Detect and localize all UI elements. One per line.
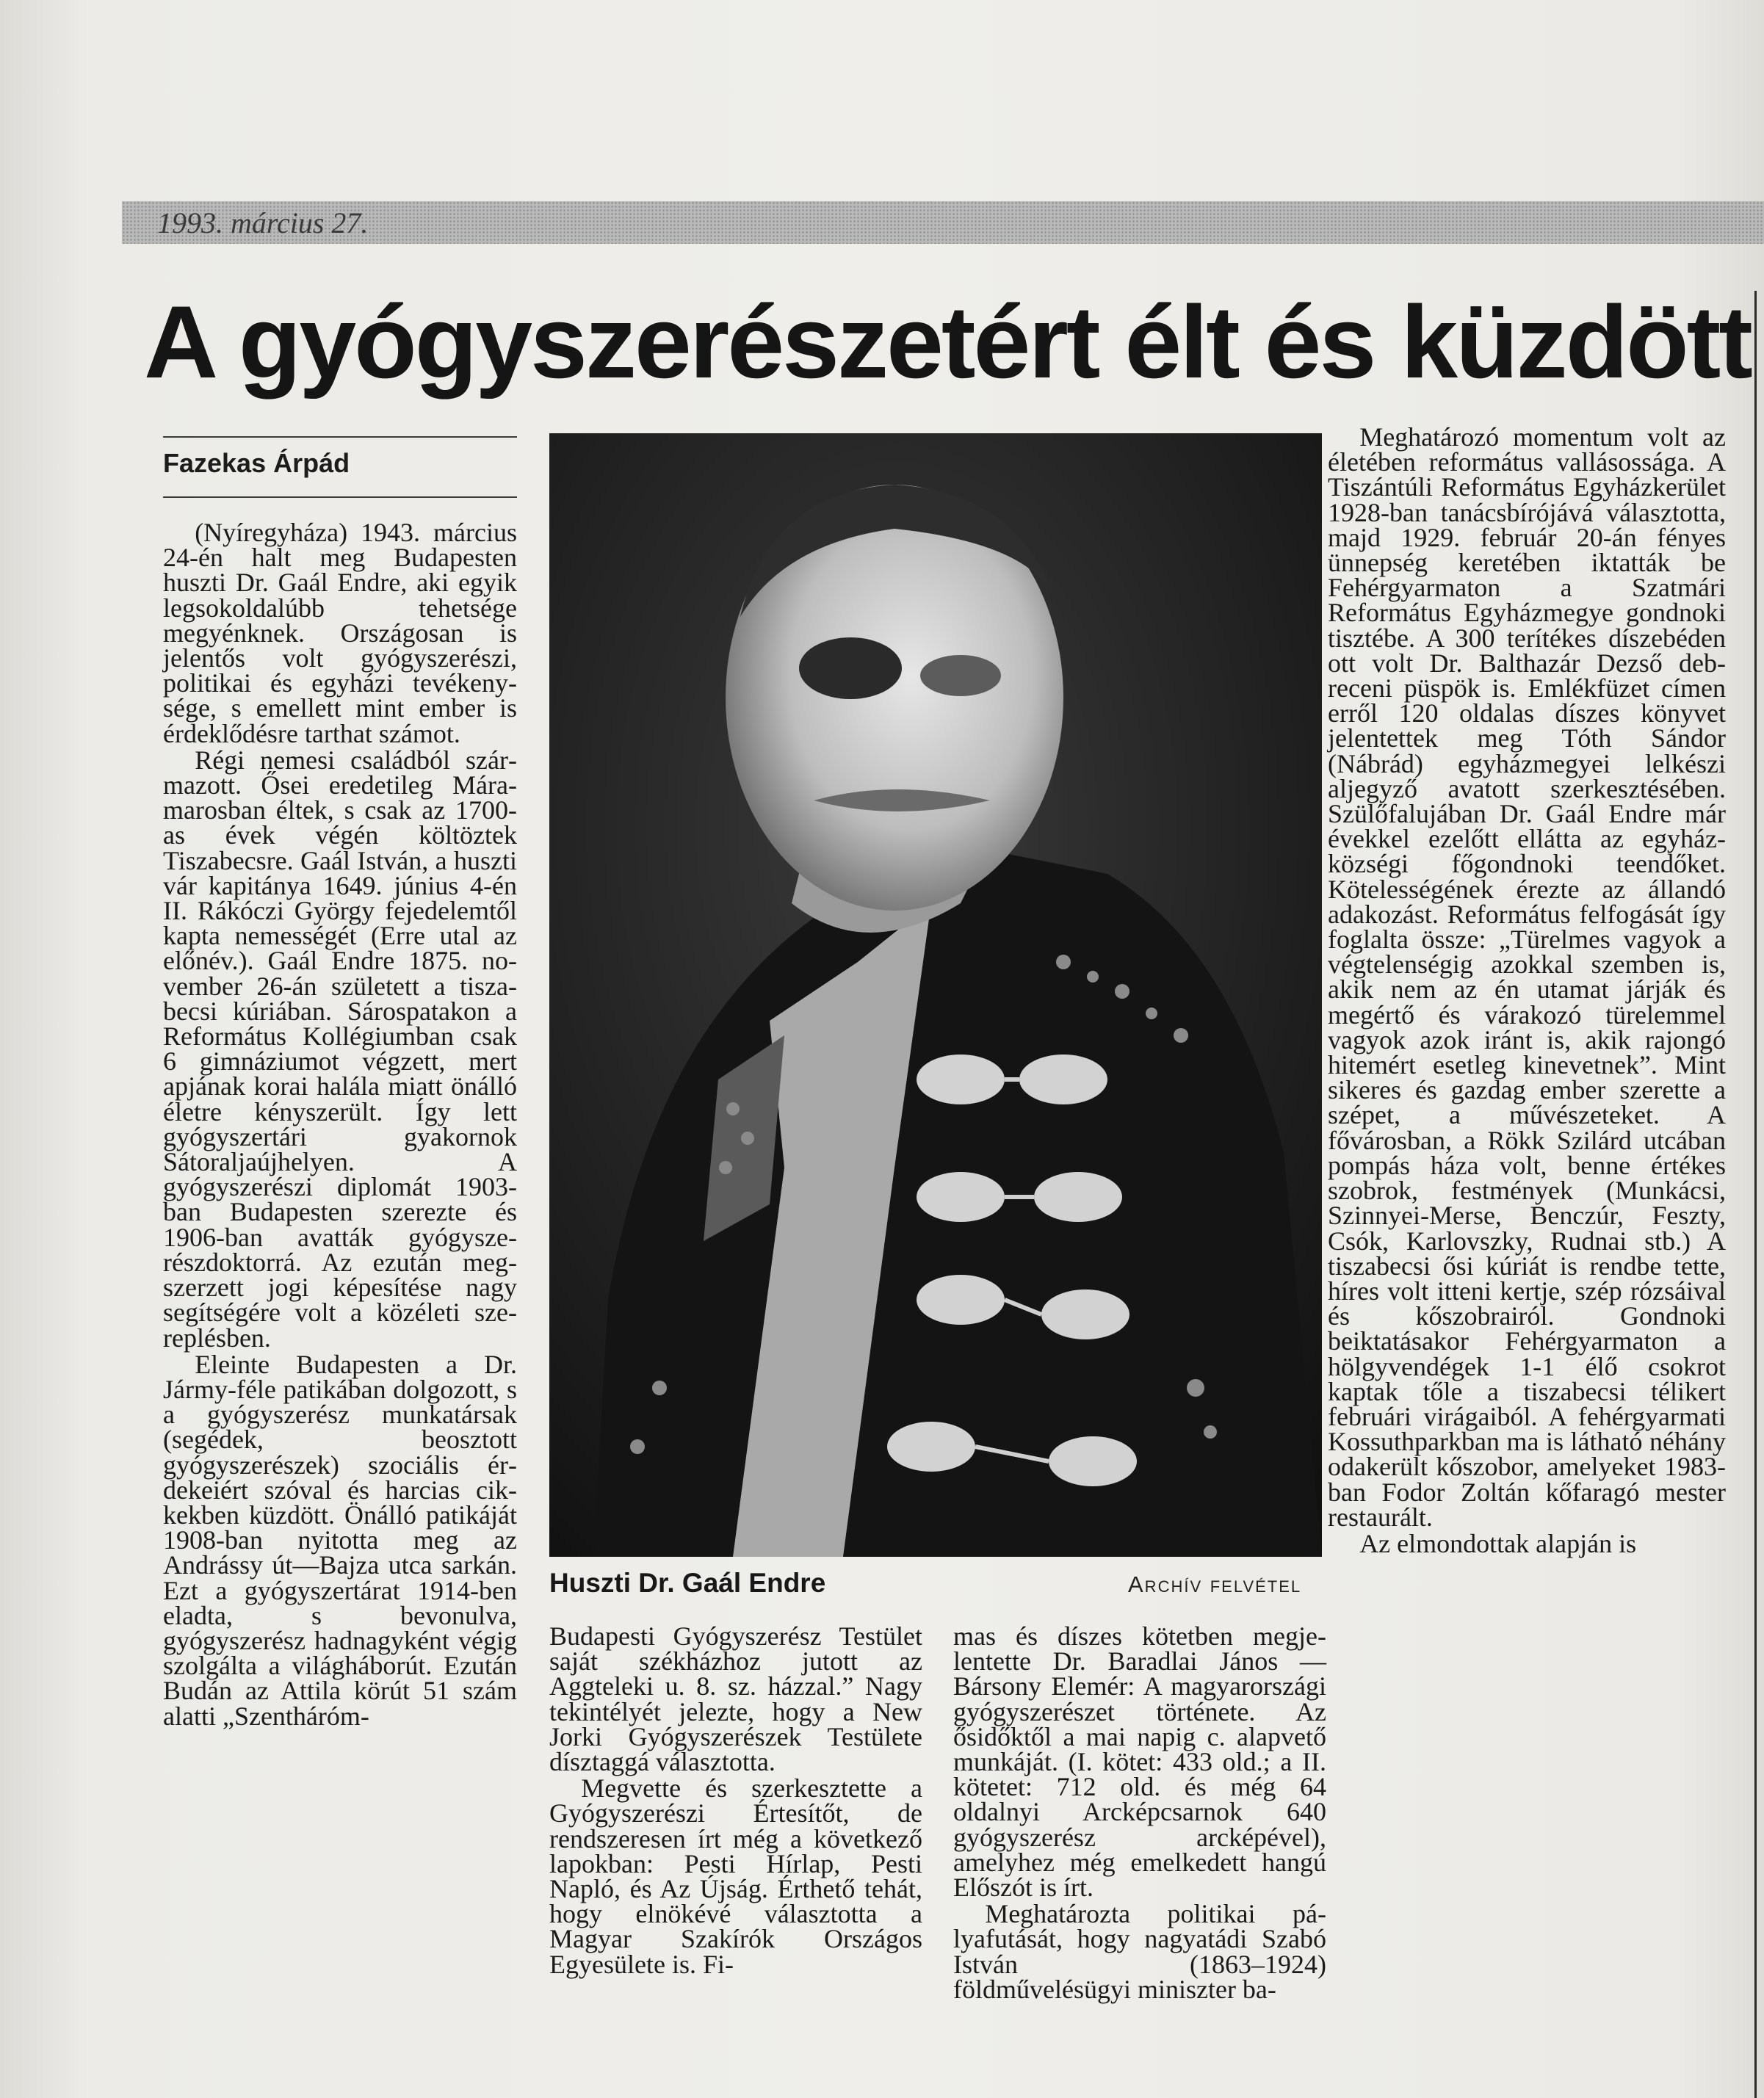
article-column-2	[549, 1621, 922, 1979]
paragraph: mas és díszes kötetben megjelentette Dr. Baradlai János — Bársony Elemér: A magyarországi gyógyszerészet története. Az ősidőktől a mai napig c. alapvető munkáját. (I. kötet: 433 old.; a II. kötetet: 712 old. és még 64 oldalnyi Arcképcsarnok 640 gyógyszerész arcképével), amelyhez még emelkedett hangú Előszót is írt.	[953, 1621, 1326, 1903]
photo-credit: Archív felvétel	[1128, 1571, 1302, 1597]
headline: A gyógyszerészetért élt és küzdött	[144, 284, 1751, 399]
paragraph: Az elmondottak alapján is	[1359, 1528, 1637, 1558]
publication-date: 1993. március 27.	[157, 206, 369, 239]
paragraph: Megvette és szerkesztette a Gyógyszerészi Értesítőt, de rendszeresen írt még a következő lapokban: Pesti Hírlap, Pesti Napló, és Az Újság. Érthető tehát, hogy elnökévé választotta a Magyar Szakírók Országos Egyesülete is. Fi-	[549, 1773, 922, 1979]
byline: Fazekas Árpád	[163, 448, 350, 478]
paragraph: (Nyíregyháza) 1943. március 24-én halt meg Budapesten huszti Dr. Gaál Endre, aki egyik legsokoldalúbb tehetsége megyénknek. Országosan is jelentős volt gyógyszerészi, politikai és egyházi tevékenysége, s emellett mint ember is érdeklődésre tarthat számot.	[163, 518, 517, 748]
photo-caption: Huszti Dr. Gaál Endre	[549, 1568, 826, 1598]
page-edge-rule	[1754, 291, 1757, 2098]
byline-rule-top	[163, 436, 517, 438]
article-column-3	[953, 1621, 1326, 2004]
paragraph: Eleinte Budapesten a Dr. Jármy-féle patikában dolgozott, s a gyógyszerész munkatársak (segédek, beosztott gyógyszerészek) szociális érdekeiért szóval és harcias cikkekben küzdött. Önálló patikáját 1908-ban nyitotta meg az Andrássy út—Bajza utca sarkán. Ezt a gyógyszertárat 1914-ben eladta, s bevonulva, gyógyszerész hadnagyként végig szolgálta a világháborút. Ezután Budán az Attila körút 51 szám alatti „Szentháróm-	[163, 1349, 517, 1731]
article-column-4	[1328, 424, 1726, 1556]
paragraph: Meghatározó momentum volt az életében református vallásossága. A Tiszántúli Református Egyházkerület 1928-ban tanácsbírójává választotta, majd 1929. február 20-án fényes ünnepség keretében iktatták be Fehérgyarmaton a Szatmári Református Egyházmegye gondnoki tisztébe. A 300 terítékes díszebéden ott volt Dr. Balthazár Dezső debreceni püspök is. Emlékfüzet címen erről 120 oldalas díszes könyvet jelentettek meg Tóth Sándor (Nábrád) egyházmegyei lelkészi aljegyző avatott szerkesztésében. Szülőfalujában Dr. Gaál Endre már évekkel ezelőtt ellátta az egyházközségi főgondnoki teendőket. Kötelességének érezte az állandó adakozást. Református felfogását így foglalta össze: „Türelmes vagyok a végtelenségig azokkal szemben is, akik nem az én utamat járják és megértő és várakozó türelemmel vagyok azok iránt is, akik rajongó hitemért esetleg kinevetnek”. Mint sikeres és gazdag ember szerette a szépet, a művészeteket. A fővárosban, a Rökk Szilárd utcában pompás háza volt, benne értékes szobrok, festmények (Munkácsi, Szinnyei-Merse, Benczúr, Feszty, Csók, Karlovszky, Rudnai stb.) A tiszabecsi ősi kúriát is rendbe tette, híres volt itteni kertje, szép rózsáival és kőszobrairól. Gondnoki beiktatásakor Fehérgyarmaton a hölgyvendégek 1-1 élő csokrot kaptak tőle a tiszabecsi télikert februári virágaiból. A fehérgyarmati Kossuthparkban ma is látható néhány odakerült kőszobor, amelyeket 1983-ban Fodor Zoltán kőfaragó mester restaurált.	[1328, 422, 1726, 1532]
paragraph: Budapesti Gyógyszerész Testület saját székházhoz jutott az Aggteleki u. 8. sz. házzal.” Nagy tekintélyét jelezte, hogy a New Jorki Gyógyszerészek Testülete dísztaggá választotta.	[549, 1621, 922, 1777]
portrait-illustration	[549, 433, 1322, 1557]
byline-rule-bottom	[163, 496, 517, 498]
portrait-photo	[549, 433, 1322, 1557]
paragraph: Meghatározta politikai pályafutását, hogy nagyatádi Szabó István (1863–1924) földművelésügyi miniszter ba-	[953, 1899, 1326, 2004]
article-column-1	[163, 520, 517, 1729]
paragraph: Régi nemesi családból származott. Ősei eredetileg Máramarosban éltek, s csak az 1700-as évek végén költöztek Tiszabecsre. Gaál István, a huszti vár kapitánya 1649. június 4-én II. Rákóczi György fejedelemtől kapta nemességét (Erre utal az előnév.). Gaál Endre 1875. november 26-án született a tiszabecsi kúriában. Sárospatakon a Református Kollégiumban csak 6 gimnáziumot végzett, mert apjának korai halála miatt önálló életre kényszerült. Így lett gyógyszertári gyakornok Sátoraljaújhelyen. A gyógyszerészi diplomát 1903-ban Budapesten szerezte és 1906-ban avatták gyógyszerészdoktorrá. Az ezután megszerzett jogi képesítése nagy segítségére volt a közéleti szereplésben.	[163, 745, 517, 1353]
